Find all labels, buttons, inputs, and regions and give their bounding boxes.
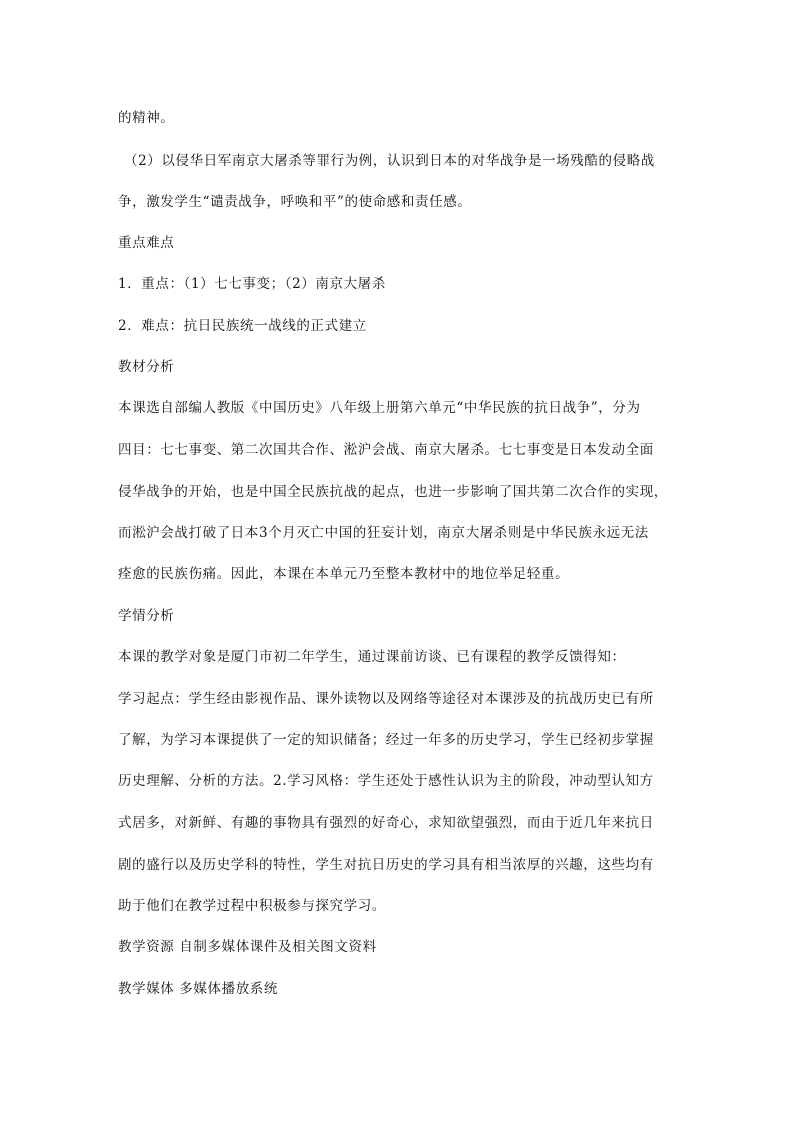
section-heading: 教材分析 (118, 359, 175, 375)
text-line: 剧的盛行以及历史学科的特性，学生对抗日历史的学习具有相当浓厚的兴趣，这些均有 (118, 857, 654, 873)
text-line: 学习起点：学生经由影视作品、课外读物以及网络等途径对本课涉及的抗战历史已有所 (118, 691, 654, 707)
text-line: 争，激发学生“谴责战争，呼唤和平”的使命感和责任感。 (118, 194, 472, 210)
section-heading: 学情分析 (118, 608, 175, 624)
text-line: 1．重点：（1）七七事变；（2）南京大屠杀 (118, 276, 386, 292)
text-line: 痊愈的民族伤痛。因此，本课在本单元乃至整本教材中的地位举足轻重。 (118, 566, 570, 582)
text-line: 2．难点：抗日民族统一战线的正式建立 (118, 318, 367, 334)
text-line: 本课选自部编人教版《中国历史》八年级上册第六单元“中华民族的抗日战争”，分为 (118, 400, 641, 416)
text-line: 侵华战争的开始，也是中国全民族抗战的起点，也进一步影响了国共第二次合作的实现， (118, 484, 668, 500)
text-line: 而淞沪会战打破了日本3个月灭亡中国的狂妄计划，南京大屠杀则是中华民族永远无法 (118, 525, 649, 541)
text-line: 助于他们在教学过程中积极参与探究学习。 (118, 898, 386, 914)
text-line: 教学媒体 多媒体播放系统 (118, 981, 278, 997)
text-line: 了解，为学习本课提供了一定的知识储备；经过一年多的历史学习，学生已经初步掌握 (118, 732, 654, 748)
text-line: 历史理解、分析的方法。2.学习风格：学生还处于感性认识为主的阶段，冲动型认知方 (118, 773, 654, 789)
text-line: 的精神。 (118, 110, 175, 126)
text-line: （2）以侵华日军南京大屠杀等罪行为例，认识到日本的对华战争是一场残酷的侵略战 (124, 153, 655, 169)
section-heading: 重点难点 (118, 235, 175, 251)
text-line: 教学资源 自制多媒体课件及相关图文资料 (118, 939, 377, 955)
text-line: 式居多，对新鲜、有趣的事物具有强烈的好奇心，求知欲望强烈，而由于近几年来抗日 (118, 815, 654, 831)
text-line: 四目：七七事变、第二次国共合作、淞沪会战、南京大屠杀。七七事变是日本发动全面 (118, 442, 654, 458)
text-line: 本课的教学对象是厦门市初二年学生，通过课前访谈、已有课程的教学反馈得知： (118, 649, 626, 665)
